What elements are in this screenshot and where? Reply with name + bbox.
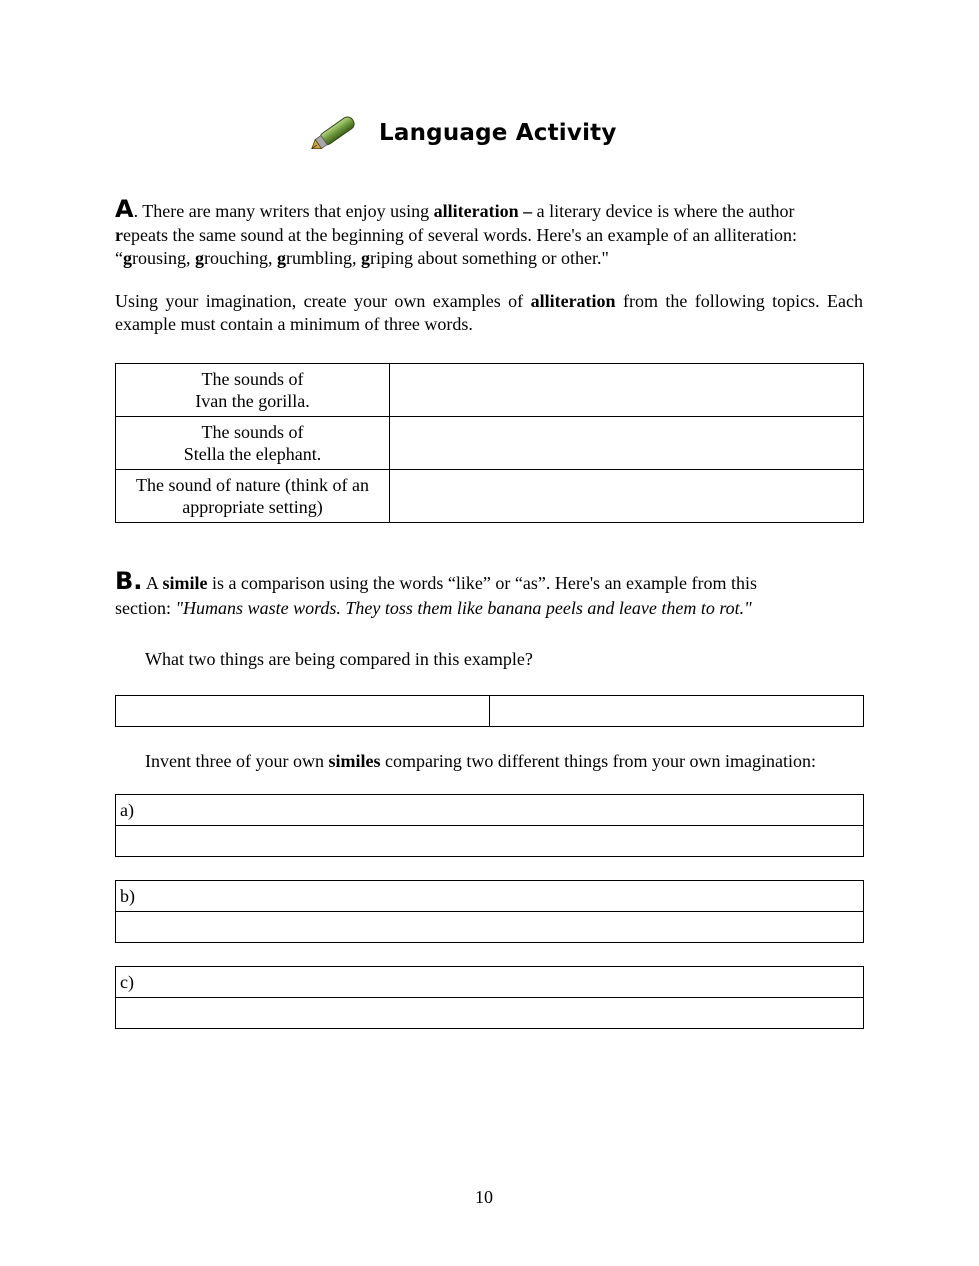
dash: – bbox=[518, 201, 537, 221]
answer-cell[interactable] bbox=[116, 826, 864, 857]
section-b-text-2: is a comparison using the words “like” or “as”. Here's an example from this bbox=[207, 573, 758, 593]
invent-instruction bbox=[145, 751, 816, 772]
section-b-text: A bbox=[142, 573, 163, 593]
table-row bbox=[116, 417, 864, 470]
answer-label: b) bbox=[116, 881, 864, 912]
simile-answer-b bbox=[115, 880, 864, 943]
example-bold-g: g bbox=[195, 248, 204, 268]
section-a-intro bbox=[115, 196, 863, 269]
simile-term: simile bbox=[162, 573, 208, 593]
alliteration-table bbox=[115, 363, 864, 523]
simile-answer-c bbox=[115, 966, 864, 1029]
topic-cell bbox=[116, 417, 390, 470]
section-a-instructions bbox=[115, 290, 863, 336]
answer-cell[interactable] bbox=[116, 912, 864, 943]
section-a-text: . There are many writers that enjoy using bbox=[133, 201, 434, 221]
alliteration-term: alliteration bbox=[433, 201, 519, 221]
section-b-letter: B. bbox=[115, 567, 143, 595]
simile-quote: "Humans waste words. They toss them like banana peels and leave them to rot." bbox=[175, 598, 752, 618]
answer-cell[interactable] bbox=[390, 417, 864, 470]
page-number: 10 bbox=[475, 1187, 493, 1207]
compare-question: What two things are being compared in this example? bbox=[145, 649, 533, 669]
invent-text-2: comparing two different things from your own imagination: bbox=[380, 751, 817, 771]
similes-term: similes bbox=[328, 751, 381, 771]
compare-table bbox=[115, 695, 864, 727]
section-a-text-2: a literary device is where the author bbox=[536, 201, 795, 221]
table-row bbox=[116, 696, 864, 727]
topic-line: The sounds of bbox=[201, 422, 304, 442]
quote-open: “ bbox=[115, 248, 123, 268]
answer-cell[interactable] bbox=[390, 364, 864, 417]
answer-label: c) bbox=[116, 967, 864, 998]
bold-r: r bbox=[115, 225, 123, 245]
example-bold-g: g bbox=[360, 248, 370, 268]
pen-icon bbox=[305, 108, 365, 158]
example-bold-g: g bbox=[276, 248, 286, 268]
section-a-line2: epeats the same sound at the beginning of several words. Here's an example of an alliteration: bbox=[123, 225, 798, 245]
answer-cell[interactable] bbox=[116, 998, 864, 1029]
example-bold-g: g bbox=[123, 248, 132, 268]
section-a-letter: A bbox=[115, 195, 134, 223]
invent-text: Invent three of your own bbox=[145, 751, 329, 771]
answer-cell[interactable] bbox=[390, 470, 864, 523]
instr-text-2: from the following topics. Each example must contain a minimum of three words. bbox=[115, 291, 863, 334]
answer-cell[interactable] bbox=[490, 696, 864, 727]
topic-line: appropriate setting) bbox=[182, 497, 323, 517]
topic-line: The sounds of bbox=[201, 369, 304, 389]
answer-label: a) bbox=[116, 795, 864, 826]
table-row bbox=[116, 470, 864, 523]
topic-line: The sound of nature (think of an bbox=[136, 475, 369, 495]
topic-cell bbox=[116, 364, 390, 417]
example-word: rousing, bbox=[132, 248, 195, 268]
example-word: riping about something or other." bbox=[369, 248, 609, 268]
topic-cell bbox=[116, 470, 390, 523]
simile-answer-a bbox=[115, 794, 864, 857]
instr-text: Using your imagination, create your own examples of bbox=[115, 291, 531, 311]
section-b-intro bbox=[115, 568, 863, 620]
instr-term: alliteration bbox=[530, 291, 616, 311]
page-header bbox=[305, 108, 617, 158]
table-row bbox=[116, 364, 864, 417]
topic-line: Ivan the gorilla. bbox=[195, 391, 310, 411]
alliteration-example bbox=[115, 247, 863, 269]
topic-line: Stella the elephant. bbox=[183, 444, 322, 464]
section-b-line2: section: bbox=[115, 598, 176, 618]
example-word: rouching, bbox=[204, 248, 277, 268]
example-word: rumbling, bbox=[285, 248, 361, 268]
page-title: Language Activity bbox=[379, 120, 617, 146]
answer-cell[interactable] bbox=[116, 696, 490, 727]
